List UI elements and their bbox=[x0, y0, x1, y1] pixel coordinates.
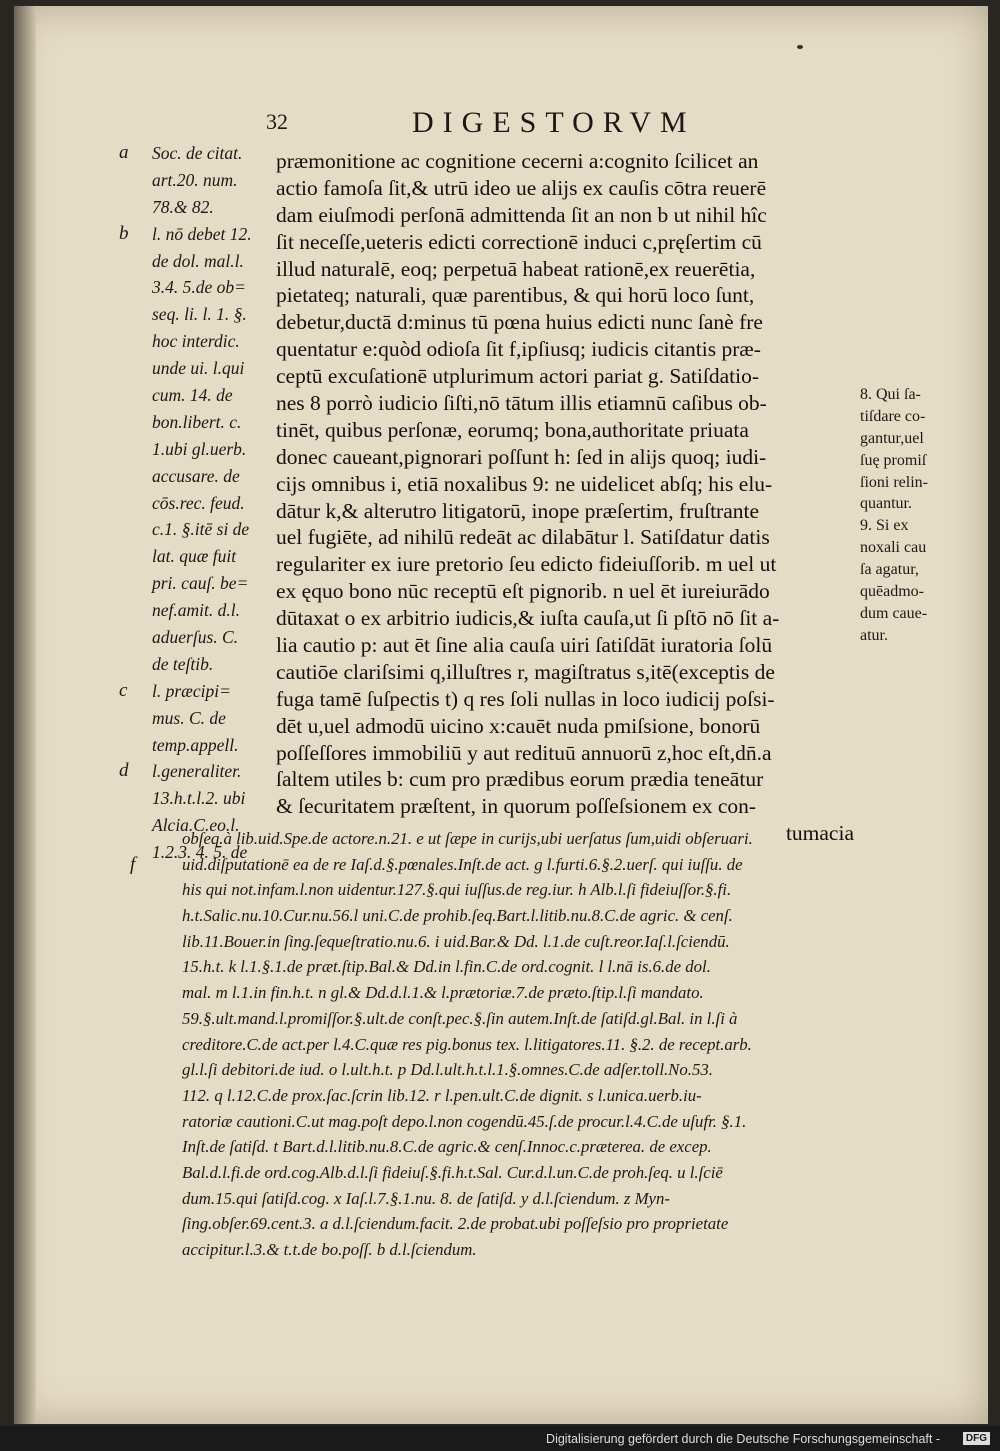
left-note-line bbox=[114, 140, 274, 167]
left-note-line bbox=[114, 274, 274, 301]
main-text-line: dam eiuſmodi perſonā admittenda ſit an non b ut nihil hîc bbox=[276, 202, 767, 227]
main-text-line: quentatur e:quòd odioſa ſit f,ipſiusq; iudicis citantis præ- bbox=[276, 337, 761, 362]
note-text: l. præcipi= bbox=[152, 680, 231, 701]
main-text-line: actio famoſa ſit,& utrū ideo ue alijs ex cauſis cōtra reuerē bbox=[276, 175, 767, 200]
note-text: Soc. de citat. bbox=[152, 143, 243, 163]
note-text: de teſtib. bbox=[152, 653, 214, 674]
left-note-line bbox=[114, 409, 274, 436]
dfg-logo: DFG bbox=[963, 1432, 990, 1445]
left-note-line bbox=[114, 490, 274, 517]
note-text: cum. 14. de bbox=[152, 385, 233, 406]
left-note-line bbox=[114, 758, 274, 785]
left-note-line bbox=[114, 194, 274, 221]
ink-spot bbox=[797, 45, 803, 49]
main-text-line: regulariter ex iure pretorio ſeu edicto fideiuſſorib. m uel ut bbox=[276, 552, 777, 577]
main-text-line: cijs omnibus i, etiā noxalibus 9: ne uidelicet abſq; his elu- bbox=[276, 471, 773, 496]
main-text-line: illud naturalē, eoq; perpetuā habeat rationē,ex reuerētia, bbox=[276, 256, 756, 281]
note-marker: a bbox=[119, 142, 129, 163]
main-text-line: præmonitione ac cognitione cecerni a:cognito ſcilicet an bbox=[276, 149, 759, 173]
left-note-line bbox=[114, 543, 274, 570]
footnote-line bbox=[130, 1186, 850, 1212]
footnote-line bbox=[130, 1109, 850, 1135]
note-marker: d bbox=[119, 760, 129, 782]
note-text: 78.& 82. bbox=[152, 196, 214, 217]
note-text: cōs.rec. feud. bbox=[152, 492, 245, 513]
right-note-line: 9. Si ex bbox=[860, 517, 909, 535]
left-note-line bbox=[114, 221, 274, 248]
right-margin-notes bbox=[860, 384, 970, 647]
footnote-line bbox=[130, 929, 850, 955]
footnote-line bbox=[130, 1032, 850, 1058]
left-note-line bbox=[114, 732, 274, 759]
digitization-footer bbox=[0, 1426, 1000, 1451]
left-note-line bbox=[114, 463, 274, 490]
note-text: art.20. num. bbox=[152, 169, 238, 190]
main-text-line: nes 8 porrò iudicio ſiſti,nō tātum illis etiamnū caſibus ob- bbox=[276, 391, 767, 416]
main-text-line: & ſecuritatem præſtent, in quorum poſſeſsionem ex con- bbox=[276, 794, 757, 819]
right-note-line: ſuę promiſ bbox=[860, 451, 927, 469]
footnote-line bbox=[130, 1057, 850, 1083]
footnote-text: 59.§.ult.mand.l.promiſſor.§.ult.de conſt.pec.§.ſin autem.Inſt.de ſatiſd.gl.Bal. in l.ſi à bbox=[182, 1008, 738, 1028]
main-text-line: pietateq; naturali, quæ parentibus, & qui horū loco ſunt, bbox=[276, 283, 755, 308]
left-note-line bbox=[114, 570, 274, 597]
note-text: lat. quæ fuit bbox=[152, 546, 237, 567]
running-head: DIGESTORVM bbox=[412, 106, 696, 139]
note-text: hoc interdic. bbox=[152, 331, 240, 352]
left-note-line bbox=[114, 516, 274, 543]
left-note-line bbox=[114, 248, 274, 275]
footnote-text: mal. m l.1.in fin.h.t. n gl.& Dd.d.l.1.& l.prætoriæ.7.de præto.ſtip.l.ſi mandato. bbox=[182, 983, 704, 1003]
left-note-line bbox=[114, 382, 274, 409]
funding-credit: Digitalisierung gefördert durch die Deutsche Forschungsgemeinschaft - bbox=[546, 1432, 940, 1446]
main-text-line: fuga tamē ſuſpectis t) q res ſoli nullas in loco iudicij poſsi- bbox=[276, 686, 775, 711]
footnotes-block bbox=[130, 826, 850, 1263]
footnote-text: ſing.obſer.69.cent.3. a d.l.ſciendum.facit. 2.de probat.ubi poſſeſsio pro proprietate bbox=[182, 1214, 729, 1234]
note-text: l. nō debet 12. bbox=[152, 223, 252, 244]
left-note-line bbox=[114, 436, 274, 463]
left-note-line bbox=[114, 301, 274, 328]
main-text-line: dēt u,uel admodū uicino x:cauēt nuda pmiſsione, bonorū bbox=[276, 713, 761, 738]
page-gutter bbox=[14, 6, 36, 1424]
right-note-line: tiſdare co- bbox=[860, 407, 926, 425]
right-note-line: quantur. bbox=[860, 495, 912, 513]
main-text-block bbox=[276, 148, 854, 847]
note-text: 1.ubi gl.uerb. bbox=[152, 438, 247, 459]
note-text: 3.4. 5.de ob= bbox=[152, 277, 246, 298]
footnote-line bbox=[130, 1006, 850, 1032]
left-note-line bbox=[114, 624, 274, 651]
footnote-text: uid.diſputationē ea de re Iaſ.d.§.pœnales.Inſt.de act. g l.furti.6.§.2.uerſ. qui iuſſu. de bbox=[182, 854, 743, 874]
left-note-line bbox=[114, 328, 274, 355]
footnote-text: h.t.Salic.nu.10.Cur.nu.56.l uni.C.de prohib.ſeq.Bart.l.litib.nu.8.C.de agric. & cenſ. bbox=[182, 906, 733, 926]
main-text-line: cautiōe clariſsimi q,illuſtres r, magiſtratus s,itē(exceptis de bbox=[276, 659, 775, 684]
footnote-text: gl.l.ſi debitori.de iud. o l.ult.h.t. p Dd.l.ult.h.t.l.1.§.omnes.C.de adſer.toll.No.53. bbox=[182, 1060, 713, 1080]
footnote-text: dum.15.qui ſatiſd.cog. x Iaſ.l.7.§.1.nu. 8. de ſatiſd. y d.l.ſciendum. z Myn- bbox=[182, 1188, 670, 1208]
left-note-line bbox=[114, 597, 274, 624]
right-note-line: ſa agatur, bbox=[860, 561, 919, 579]
note-text: bon.libert. c. bbox=[152, 411, 242, 432]
note-text: temp.appell. bbox=[152, 734, 239, 755]
main-text-line: ceptū excuſationē utplurimum actori pariat g. Satiſdatio- bbox=[276, 364, 760, 389]
footnote-text: his qui not.infam.l.non uidentur.127.§.qui iuſſus.de reg.iur. h Alb.l.ſi fideiuſſor.§.fi. bbox=[182, 880, 732, 900]
main-text-line: tinēt, quibus perſonæ, eorumq; bona,authoritate priuata bbox=[276, 417, 749, 442]
main-text-line: lia cautio p: aut ēt ſine alia cauſa uiri ſatiſdāt iuratoria ſolū bbox=[276, 633, 773, 658]
note-text: nef.amit. d.l. bbox=[152, 600, 240, 621]
left-note-line bbox=[114, 651, 274, 678]
note-text: aduerſus. C. bbox=[152, 627, 239, 648]
note-text: mus. C. de bbox=[152, 707, 226, 728]
footnote-text: lib.11.Bouer.in ſing.ſequeſtratio.nu.6. i uid.Bar.& Dd. l.1.de cuſt.reor.Iaſ.l.ſciendū. bbox=[182, 931, 730, 951]
main-text-line: dātur k,& alterutro litigatorū, inope præſertim, fruſtrante bbox=[276, 498, 760, 523]
note-marker: b bbox=[119, 222, 129, 244]
right-note-line: ſioni relin- bbox=[860, 473, 928, 491]
note-text: 13.h.t.l.2. ubi bbox=[152, 788, 246, 809]
main-text-line: ex ęquo bono nūc receptū eſt pignorib. n uel ēt iureiurādo bbox=[276, 579, 770, 604]
footnote-line bbox=[130, 852, 850, 878]
footnote-line bbox=[130, 877, 850, 903]
main-text-line: donec caueant,pignorari poſſunt h: ſed in alijs quoq; iudi- bbox=[276, 444, 767, 469]
right-note-line: quēadmo- bbox=[860, 583, 924, 601]
footnote-line bbox=[130, 980, 850, 1006]
footnote-marker: f bbox=[130, 853, 136, 875]
right-note-line: gantur,uel bbox=[860, 429, 924, 447]
main-text-line: ſaltem utiles b: cum pro prædibus eorum prædia teneātur bbox=[276, 767, 764, 792]
note-text: pri. cauſ. be= bbox=[152, 573, 249, 594]
footnote-text: obſeq.à lib.uid.Spe.de actore.n.21. e ut ſæpe in curijs,ubi uerſatus ſum,uidi obſeruari. bbox=[182, 829, 753, 848]
footnote-line bbox=[130, 954, 850, 980]
footnote-text: accipitur.l.3.& t.t.de bo.poſſ. b d.l.ſciendum. bbox=[182, 1240, 477, 1259]
footnote-text: Bal.d.l.fi.de ord.cog.Alb.d.l.ſi fideiuſ.§.fi.h.t.Sal. Cur.d.l.un.C.de proh.ſeq. u l.ſciē bbox=[182, 1162, 723, 1182]
right-note-line: noxali cau bbox=[860, 539, 927, 557]
note-marker: c bbox=[119, 679, 128, 701]
main-text-line: ſit neceſſe,ueteris edicti correctionē induci c,pręſertim cū bbox=[276, 229, 762, 254]
left-note-line bbox=[114, 678, 274, 705]
footnote-text: Inſt.de ſatiſd. t Bart.d.l.litib.nu.8.C.de agric.& cenſ.Innoc.c.præterea. de excep. bbox=[182, 1137, 712, 1157]
note-text: l.generaliter. bbox=[152, 761, 242, 782]
footnote-line bbox=[130, 1237, 850, 1263]
right-note-line: dum caue- bbox=[860, 604, 928, 622]
footnote-text: ratoriæ cautioni.C.ut mag.poſt depo.l.non cogendū.45.ſ.de procur.l.4.C.de uſufr. §.1. bbox=[182, 1111, 747, 1131]
note-text: seq. li. l. 1. §. bbox=[152, 304, 247, 325]
footnote-text: 112. q l.12.C.de prox.ſac.ſcrin lib.12. r l.pen.ult.C.de dignit. s l.unica.uerb.iu- bbox=[182, 1085, 702, 1105]
note-text: Alcia.C.eo.l. bbox=[152, 815, 240, 836]
left-margin-notes bbox=[114, 140, 274, 866]
left-note-line bbox=[114, 167, 274, 194]
left-note-line bbox=[114, 785, 274, 812]
left-note-line bbox=[114, 705, 274, 732]
main-text-line: dūtaxat o ex arbitrio iudicis,& iuſta cauſa,ut ſi pſtō nō ſit a- bbox=[276, 606, 780, 631]
right-note-line: 8. Qui ſa- bbox=[860, 386, 921, 403]
note-text: unde ui. l.qui bbox=[152, 358, 245, 379]
footnote-line bbox=[130, 1134, 850, 1160]
footnote-text: creditore.C.de act.per l.4.C.quæ res pig.bonus tex. l.litigatores.11. §.2. de recept.arb. bbox=[182, 1034, 752, 1054]
note-text: 1.2.3. 4. 5. de bbox=[152, 842, 248, 863]
footnote-text: 15.h.t. k l.1.§.1.de præt.ſtip.Bal.& Dd.in l.fin.C.de ord.cognit. l l.nā is.6.de dol. bbox=[182, 957, 711, 977]
main-text-line: poſſeſſores immobiliū y aut redituū annuorū z,hoc eſt,dn̄.a bbox=[276, 740, 772, 765]
right-note-line: atur. bbox=[860, 626, 888, 644]
footnote-line bbox=[130, 903, 850, 929]
note-text: c.1. §.itē si de bbox=[152, 519, 250, 540]
footnote-line bbox=[130, 1083, 850, 1109]
main-text-line: uel fugiēte, ad nihilū redeāt ac dilabātur l. Satiſdatur datis bbox=[276, 525, 770, 550]
note-text: de dol. mal.l. bbox=[152, 250, 244, 271]
note-text: accusare. de bbox=[152, 465, 240, 486]
footnote-line bbox=[130, 826, 850, 852]
footnote-line bbox=[130, 1211, 850, 1237]
main-text-line: tumacia bbox=[785, 821, 854, 846]
footnote-line bbox=[130, 1160, 850, 1186]
folio-number: 32 bbox=[266, 109, 288, 134]
main-text-line: debetur,ductā d:minus tū pœna huius edicti nunc ſanè fre bbox=[276, 310, 763, 335]
left-note-line bbox=[114, 355, 274, 382]
book-page bbox=[14, 6, 988, 1424]
